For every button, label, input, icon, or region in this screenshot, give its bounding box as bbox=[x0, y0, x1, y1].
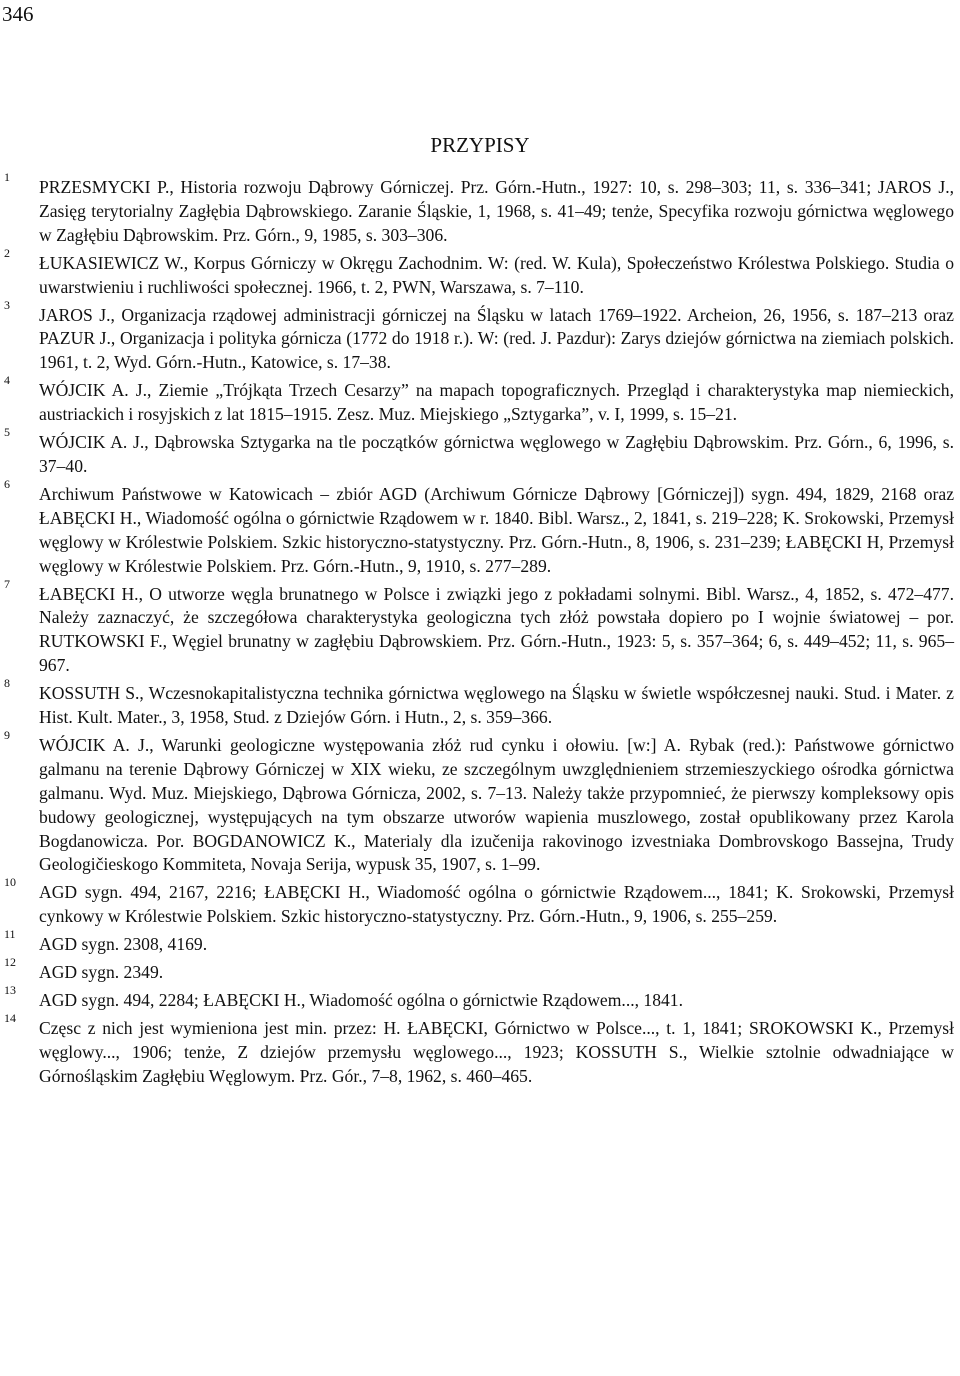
footnote-number: 1 bbox=[4, 170, 10, 184]
footnote bbox=[0, 576, 960, 679]
footnote bbox=[0, 245, 960, 300]
footnote bbox=[0, 170, 960, 248]
footnote bbox=[0, 1010, 960, 1089]
footnote bbox=[0, 983, 960, 1013]
footnote bbox=[0, 373, 960, 427]
footnote bbox=[0, 875, 960, 929]
footnote-text: WÓJCIK A. J., Dąbrowska Sztygarka na tle początków górnictwa węglowego w Zagłębiu Dąbrowskim. Prz. Górn., 6, 1996, s. 37–40. bbox=[39, 432, 954, 476]
footnote-number: 4 bbox=[4, 373, 10, 388]
footnote-number: 13 bbox=[4, 983, 16, 997]
footnote-text: WÓJCIK A. J., Warunki geologiczne występowania złóż rud cynku i ołowiu. [w:] A. Rybak (red.): Państwowe górnictwo galmanu na terenie Dąbrowy Górniczej w XIX wieku, ze szczególnym uwzględnieniem strzemieszyckiego ośrodka górnictwa galmanu. Wyd. Muz. Miejskiego, Dąbrowa Górnicza, 2002, s. 7–13. Należy także przypomnieć, że pierwszy kompleksowy opis budowy geologicznej, występujących na tym obszarze utworów wapienia muszlowego, został opublikowany przez Karola Bogdanowicza. Por. BOGDANOWICZ K., Materialy dla izučenija rakovinogo izvestniaka Dombrovskogo Bassejna, Trudy Geologičieskogo Kommiteta, Novaja Serija, wypusk 35, 1907, s. 1–99. bbox=[39, 734, 954, 875]
footnote-text: Częsc z nich jest wymieniona jest min. przez: H. ŁABĘCKI, Górnictwo w Polsce..., t. 1, 1841; SROKOWSKI K., Przemysł węglowy..., 1906; tenże, Z dziejów przemysłu węglowego..., 1923; KOSSUTH S., Wielkie sztolnie odwadniające w Górnośląskim Zagłębiu Węglowym. Prz. Gór., 7–8, 1962, s. 460–465. bbox=[39, 1017, 954, 1086]
footnote-number: 5 bbox=[4, 425, 10, 440]
footnote-text: AGD sygn. 494, 2167, 2216; ŁABĘCKI H., Wiadomość ogólna o górnictwie Rządowem..., 1841; K. Srokowski, Przemysł cynkowy w Królestwie Polskiem. Szkic historyczno-statystyczny. Prz. Górn.-Hutn., 9, 1906, s. 255–259. bbox=[39, 882, 954, 927]
footnote-text: AGD sygn. 2308, 4169. bbox=[39, 934, 208, 955]
footnote-number: 7 bbox=[4, 576, 10, 591]
footnote bbox=[0, 676, 960, 730]
footnote-text: ŁABĘCKI H., O utworze węgla brunatnego w Polsce i związki jego z pokładami solnymi. Bibl. Warsz., 4, 1852, s. 472–477. Należy zaznaczyć, że szczegółowa charakterystyka geologiczna tych złóż powstała dopiero po I wojnie światowej – por. RUTKOWSKI F., Węgiel brunatny w zagłębiu Dąbrowskiem. Prz. Górn.-Hutn., 1923: 5, s. 357–364; 6, s. 449–452; 11, s. 965–967. bbox=[39, 583, 954, 676]
footnote-number: 8 bbox=[4, 676, 10, 691]
page-title: PRZYPISY bbox=[430, 133, 530, 157]
footnote-number: 11 bbox=[4, 927, 16, 942]
footnote bbox=[0, 425, 960, 479]
footnote-text: PRZESMYCKI P., Historia rozwoju Dąbrowy Górniczej. Prz. Górn.-Hutn., 1927: 10, s. 298–303; 11, s. 336–341; JAROS J., Zasięg terytorialny Zagłębia Dąbrowskiego. Zaranie Śląskie, 1, 1968, s. 41–49; tenże, Specyfika rozwoju górnictwa węglowego w Zagłębiu Dąbrowskim. Prz. Górn., 9, 1985, s. 303–306. bbox=[39, 177, 954, 245]
footnote-text: WÓJCIK A. J., Ziemie „Trójkąta Trzech Cesarzy” na mapach topograficznych. Przegląd i charakterystyka map niemieckich, austriackich i rosyjskich z lat 1815–1915. Zesz. Muz. Miejskiego „Sztygarka”, v. I, 1999, s. 15–21. bbox=[39, 380, 954, 425]
footnote-number: 3 bbox=[4, 297, 10, 312]
footnote-number: 14 bbox=[4, 1010, 16, 1025]
footnote-text: ŁUKASIEWICZ W., Korpus Górniczy w Okręgu Zachodnim. W: (red. W. Kula), Społeczeństwo Królestwa Polskiego. Studia o uwarstwieniu i ruchliwości społecznej. 1966, t. 2, PWN, Warszawa, s. 7–110. bbox=[39, 252, 954, 297]
footnote bbox=[0, 955, 960, 985]
page-number: 346 bbox=[2, 2, 34, 26]
footnote-number: 9 bbox=[4, 727, 10, 742]
footnote bbox=[0, 297, 960, 376]
footnotes-list bbox=[0, 170, 960, 1093]
footnote bbox=[0, 927, 960, 957]
footnote-text: Archiwum Państwowe w Katowicach – zbiór AGD (Archiwum Górnicze Dąbrowy [Górniczej]) sygn. 494, 1829, 2168 oraz ŁABĘCKI H., Wiadomość ogólna o górnictwie Rządowem w r. 1840. Bibl. Warsz., 2, 1841, s. 219–228; K. Srokowski, Przemysł węglowy w Królestwie Polskiem. Szkic historyczno-statystyczny. Prz. Górn.-Hutn., 8, 1906, s. 231–239; ŁABĘCKI H, Przemysł węglowy w Królestwie Polskiem. Prz. Górn.-Hutn., 9, 1910, s. 277–289. bbox=[39, 483, 954, 576]
footnote-text: KOSSUTH S., Wczesnokapitalistyczna technika górnictwa węglowego na Śląsku w świetle współczesnej nauki. Stud. i Mater. z Hist. Kult. Mater., 3, 1958, Stud. z Dziejów Górn. i Hutn., 2, s. 359–366. bbox=[39, 683, 954, 728]
footnote-text: AGD sygn. 2349. bbox=[39, 962, 164, 983]
footnote-text: JAROS J., Organizacja rządowej administracji górniczej na Śląsku w latach 1769–1922. Archeion, 26, 1956, s. 187–213 oraz PAZUR J., Organizacja i polityka górnicza (1772 do 1918 r.). W: (red. J. Pazdur): Zarys dziejów górnictwa na ziemiach polskich. 1961, t. 2, Wyd. Górn.-Hutn., Katowice, s. 17–38. bbox=[39, 304, 954, 373]
footnote-text: AGD sygn. 494, 2284; ŁABĘCKI H., Wiadomość ogólna o górnictwie Rządowem..., 1841. bbox=[39, 990, 683, 1010]
footnote-number: 6 bbox=[4, 476, 10, 491]
footnote-number: 12 bbox=[4, 955, 16, 970]
footnote-number: 2 bbox=[4, 245, 10, 260]
footnote bbox=[0, 727, 960, 877]
footnote-number: 10 bbox=[4, 875, 16, 890]
footnote bbox=[0, 476, 960, 579]
